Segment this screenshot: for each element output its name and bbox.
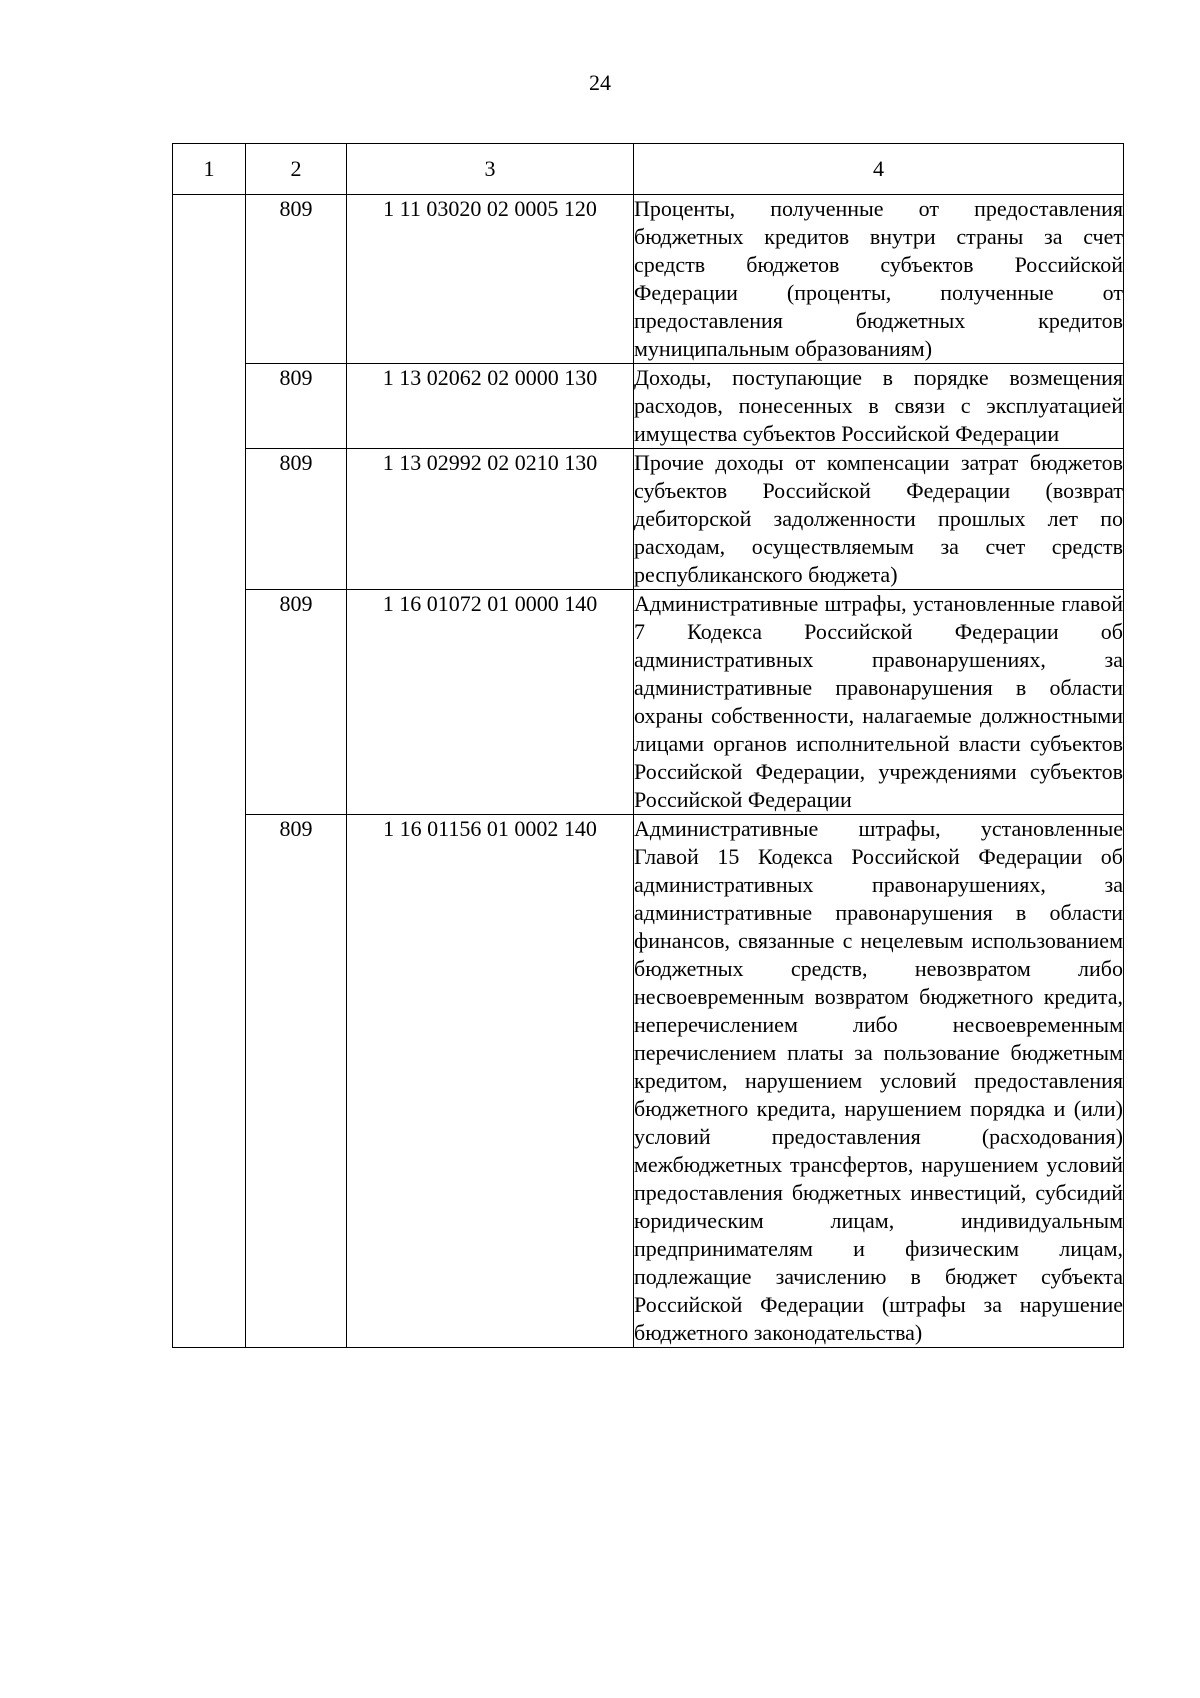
table-row (173, 815, 1124, 1348)
page-number: 24 (589, 70, 611, 95)
table-row (173, 364, 1124, 449)
row-blank-cell (173, 449, 246, 590)
row-blank-cell (173, 364, 246, 449)
description-cell: Административные штрафы, установленные главой 7 Кодекса Российской Федерации об административных правонарушениях, за административные правонарушения в области охраны собственности, налагаемые должностными лицами органов исполнительной власти субъектов Российской Федерации, учреждениями субъектов Российской Федерации (634, 590, 1124, 815)
row-blank-cell (173, 590, 246, 815)
table-row (173, 590, 1124, 815)
header-col-1: 1 (173, 144, 246, 195)
admin-code-cell: 809 (246, 815, 347, 1348)
admin-code-cell: 809 (246, 590, 347, 815)
description-cell: Доходы, поступающие в порядке возмещения расходов, понесенных в связи с эксплуатацией имущества субъектов Российской Федерации (634, 364, 1124, 449)
description-cell: Прочие доходы от компенсации затрат бюджетов субъектов Российской Федерации (возврат дебиторской задолженности прошлых лет по расходам, осуществляемым за счет средств республиканского бюджета) (634, 449, 1124, 590)
admin-code-cell: 809 (246, 449, 347, 590)
row-blank-cell (173, 195, 246, 364)
description-cell: Административные штрафы, установленные Главой 15 Кодекса Российской Федерации об административных правонарушениях, за административные правонарушения в области финансов, связанные с нецелевым использованием бюджетных средств, невозвратом либо несвоевременным возвратом бюджетного кредита, неперечислением либо несвоевременным перечислением платы за пользование бюджетным кредитом, нарушением условий предоставления бюджетного кредита, нарушением порядка и (или) условий предоставления (расходования) межбюджетных трансфертов, нарушением условий предоставления бюджетных инвестиций, субсидий юридическим лицам, индивидуальным предпринимателям и физическим лицам, подлежащие зачислению в бюджет субъекта Российской Федерации (штрафы за нарушение бюджетного законодательства) (634, 815, 1124, 1348)
row-blank-cell (173, 815, 246, 1348)
kbk-code-cell: 1 13 02062 02 0000 130 (347, 364, 634, 449)
header-col-3: 3 (347, 144, 634, 195)
header-col-4: 4 (634, 144, 1124, 195)
table-row (173, 449, 1124, 590)
kbk-code-cell: 1 11 03020 02 0005 120 (347, 195, 634, 364)
description-cell: Проценты, полученные от предоставления бюджетных кредитов внутри страны за счет средств бюджетов субъектов Российской Федерации (проценты, полученные от предоставления бюджетных кредитов муниципальным образованиям) (634, 195, 1124, 364)
revenue-codes-table (172, 143, 1124, 1348)
admin-code-cell: 809 (246, 195, 347, 364)
kbk-code-cell: 1 16 01072 01 0000 140 (347, 590, 634, 815)
table-row (173, 195, 1124, 364)
table-header-row (173, 144, 1124, 195)
admin-code-cell: 809 (246, 364, 347, 449)
header-col-2: 2 (246, 144, 347, 195)
kbk-code-cell: 1 13 02992 02 0210 130 (347, 449, 634, 590)
kbk-code-cell: 1 16 01156 01 0002 140 (347, 815, 634, 1348)
